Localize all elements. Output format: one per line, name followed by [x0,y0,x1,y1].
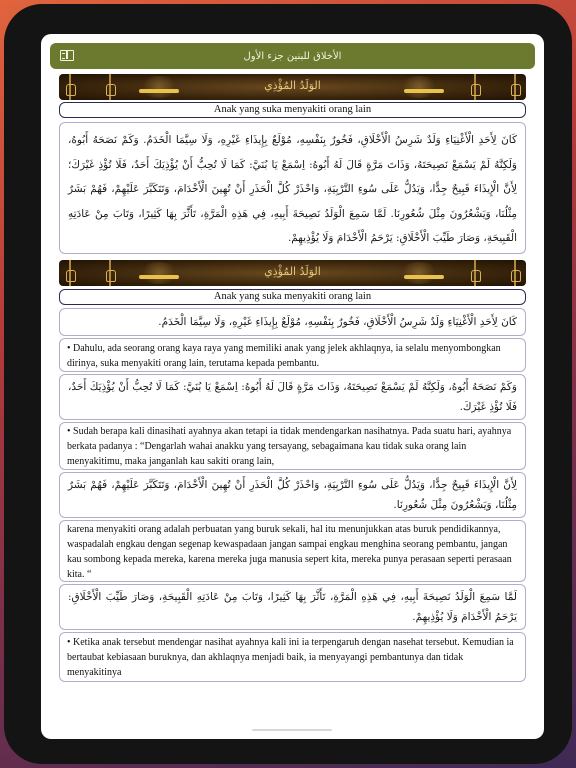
translation-text: • Sudah berapa kali dinasihati ayahnya akan tetapi ia tidak mendengarkan nasihatnya. Pada suatu hari, ayahnya berkata padanya : “Dengarlah wahai anakku yang tersayang, sebagaimana kau tidak suka orang lain menyakitimu, maka janganlah kau sakiti orang lain, [67,426,512,467]
section1-subtitle: Anak yang suka menyakiti orang lain [59,102,526,118]
home-indicator[interactable] [252,729,332,731]
translation-text: karena menyakiti orang adalah perbuatan yang buruk sekali, hal itu menunjukkan atas buruk pendidikannya, waspadalah engkau dengan segenap kewaspadaan jangan sampai engkau menghina seorang pembantu, jangan kau sombong kepada mereka, karena mereka juga manusia sepert kita, mereka punya perasaan seperti perasaan kita. “ [67,524,512,580]
translation-box [59,338,526,372]
arabic-box [59,584,526,630]
app-screen [41,34,544,739]
section2-subtitle: Anak yang suka menyakiti orang lain [59,289,526,305]
section2-banner-title: الوَلَدُ المُؤْذِي [264,265,321,278]
translation-box [59,632,526,682]
tablet-frame [4,4,572,764]
translation-box [59,422,526,470]
section1-arabic-text: كَانَ لِأَحَدِ الْأَغْنِيَاءِ وَلَدٌ شَرِسُ الْأَخْلَاقِ، فَخُورٌ بِنَفْسِهِ، مُوْلَعٌ بِإِيذَاءِ غَيْرِهِ، وَلَا سِيَّمَا الْخَدَمُ. وَكَمْ نَصَحَهُ أَبُوهُ، وَلَكِنَّهُ لَمْ يَسْمَعْ نَصِيحَتَهُ، وَذَاتَ مَرَّةٍ قَالَ لَهُ أَبُوهُ: اِسْمَعْ يَا بُنَيَّ: كَمَا لَا تُحِبُّ أَنْ يُؤْذِيَكَ أَحَدٌ، فَلَا تُؤْذِ غَيْرَكَ؛ لِأَنَّ الْإِيذَاءَ قَبِيحٌ جِدًّا، وَيَدُلُّ عَلَى سُوءِ التَّرْبِيَةِ، وَاحْذَرْ كُلَّ الْحَذَرِ أَنْ تُهِينَ الْأَخْدَامَ، وَتَتَكَبَّرَ عَلَيْهِمْ، فَهُمْ بَشَرٌ مِثْلُنَا، وَيَشْعُرُونَ مِثْلَ شُعُورِنَا. لَمَّا سَمِعَ الْوَلَدُ نَصِيحَةَ أَبِيهِ، فِي هَذِهِ الْمَرَّةِ، تَأَثَّرَ بِهَا كَثِيرًا، وَتَابَ مِنْ عَادَتِهِ الْقَبِيحَةِ، وَصَارَ طَيِّبَ الْأَخْلَاقِ: يَرْحَمُ الْأَخْدَامَ وَلَا يُؤْذِيهِمْ. [68,134,517,244]
arabic-text: وَكَمْ نَصَحَهُ أَبُوهُ، وَلَكِنَّهُ لَمْ يَسْمَعْ نَصِيحَتَهُ، وَذَاتَ مَرَّةٍ قَالَ لَهُ أَبُوهُ: اِسْمَعْ يَا بُنَيَّ: كَمَا لَا تُحِبُّ أَنْ يُؤْذِيَكَ أَحَدٌ، فَلَا تُؤْذِ غَيْرَكَ. [68,381,517,413]
arabic-text: لِأَنَّ الْإِيذَاءَ قَبِيحٌ جِدًّا، وَيَدُلُّ عَلَى سُوءِ التَّرْبِيَةِ، وَاحْذَرْ كُلَّ الْحَذَرِ أَنْ تُهِينَ الْأَخْدَامَ، وَتَتَكَبَّرَ عَلَيْهِمْ، فَهُمْ بَشَرٌ مِثْلُنَا، وَيَشْعُرُونَ مِثْلَ شُعُورِنَا. [68,479,517,511]
section1-banner-title: الوَلَدُ المُؤْذِي [264,79,321,92]
arabic-text: كَانَ لِأَحَدِ الْأَغْنِيَاءِ وَلَدٌ شَرِسُ الْأَخْلَاقِ، فَخُورٌ بِنَفْسِهِ، مُوْلَعٌ بِإِيذَاءِ غَيْرِهِ، وَلَا سِيَّمَا الْخَدَمُ. [158,316,517,328]
section1-arabic-box [59,122,526,254]
translation-box [59,520,526,582]
section1-banner [59,74,526,100]
arabic-box [59,472,526,518]
arabic-box [59,374,526,420]
header-title: الأخلاق للبنين جزء الأول [243,50,342,62]
translation-text: • Dahulu, ada seorang orang kaya raya yang memiliki anak yang jelek akhlaqnya, ia selalu menyombongkan dirinya, suka menyakiti orang lain, terutama kepada pembantu. [67,343,501,369]
book-icon[interactable] [60,50,74,61]
header-bar [50,43,535,69]
arabic-text: لَمَّا سَمِعَ الْوَلَدُ نَصِيحَةَ أَبِيهِ، فِي هَذِهِ الْمَرَّةِ، تَأَثَّرَ بِهَا كَثِيرًا، وَتَابَ مِنْ عَادَتِهِ الْقَبِيحَةِ، وَصَارَ طَيِّبَ الْأَخْلَاقِ: يَرْحَمُ الْأَخْدَامَ وَلَا يُؤْذِيهِمْ. [68,591,517,623]
arabic-box [59,308,526,336]
translation-text: • Ketika anak tersebut mendengar nasihat ayahnya kali ini ia terpengaruh dengan nasehat tersebut. Kemudian ia bertaubat kebiasaan buruknya, dan akhlaqnya menjadi baik, ia menyayangi pembantunya dan tidak menyakitinya [67,637,514,678]
section2-banner [59,260,526,286]
